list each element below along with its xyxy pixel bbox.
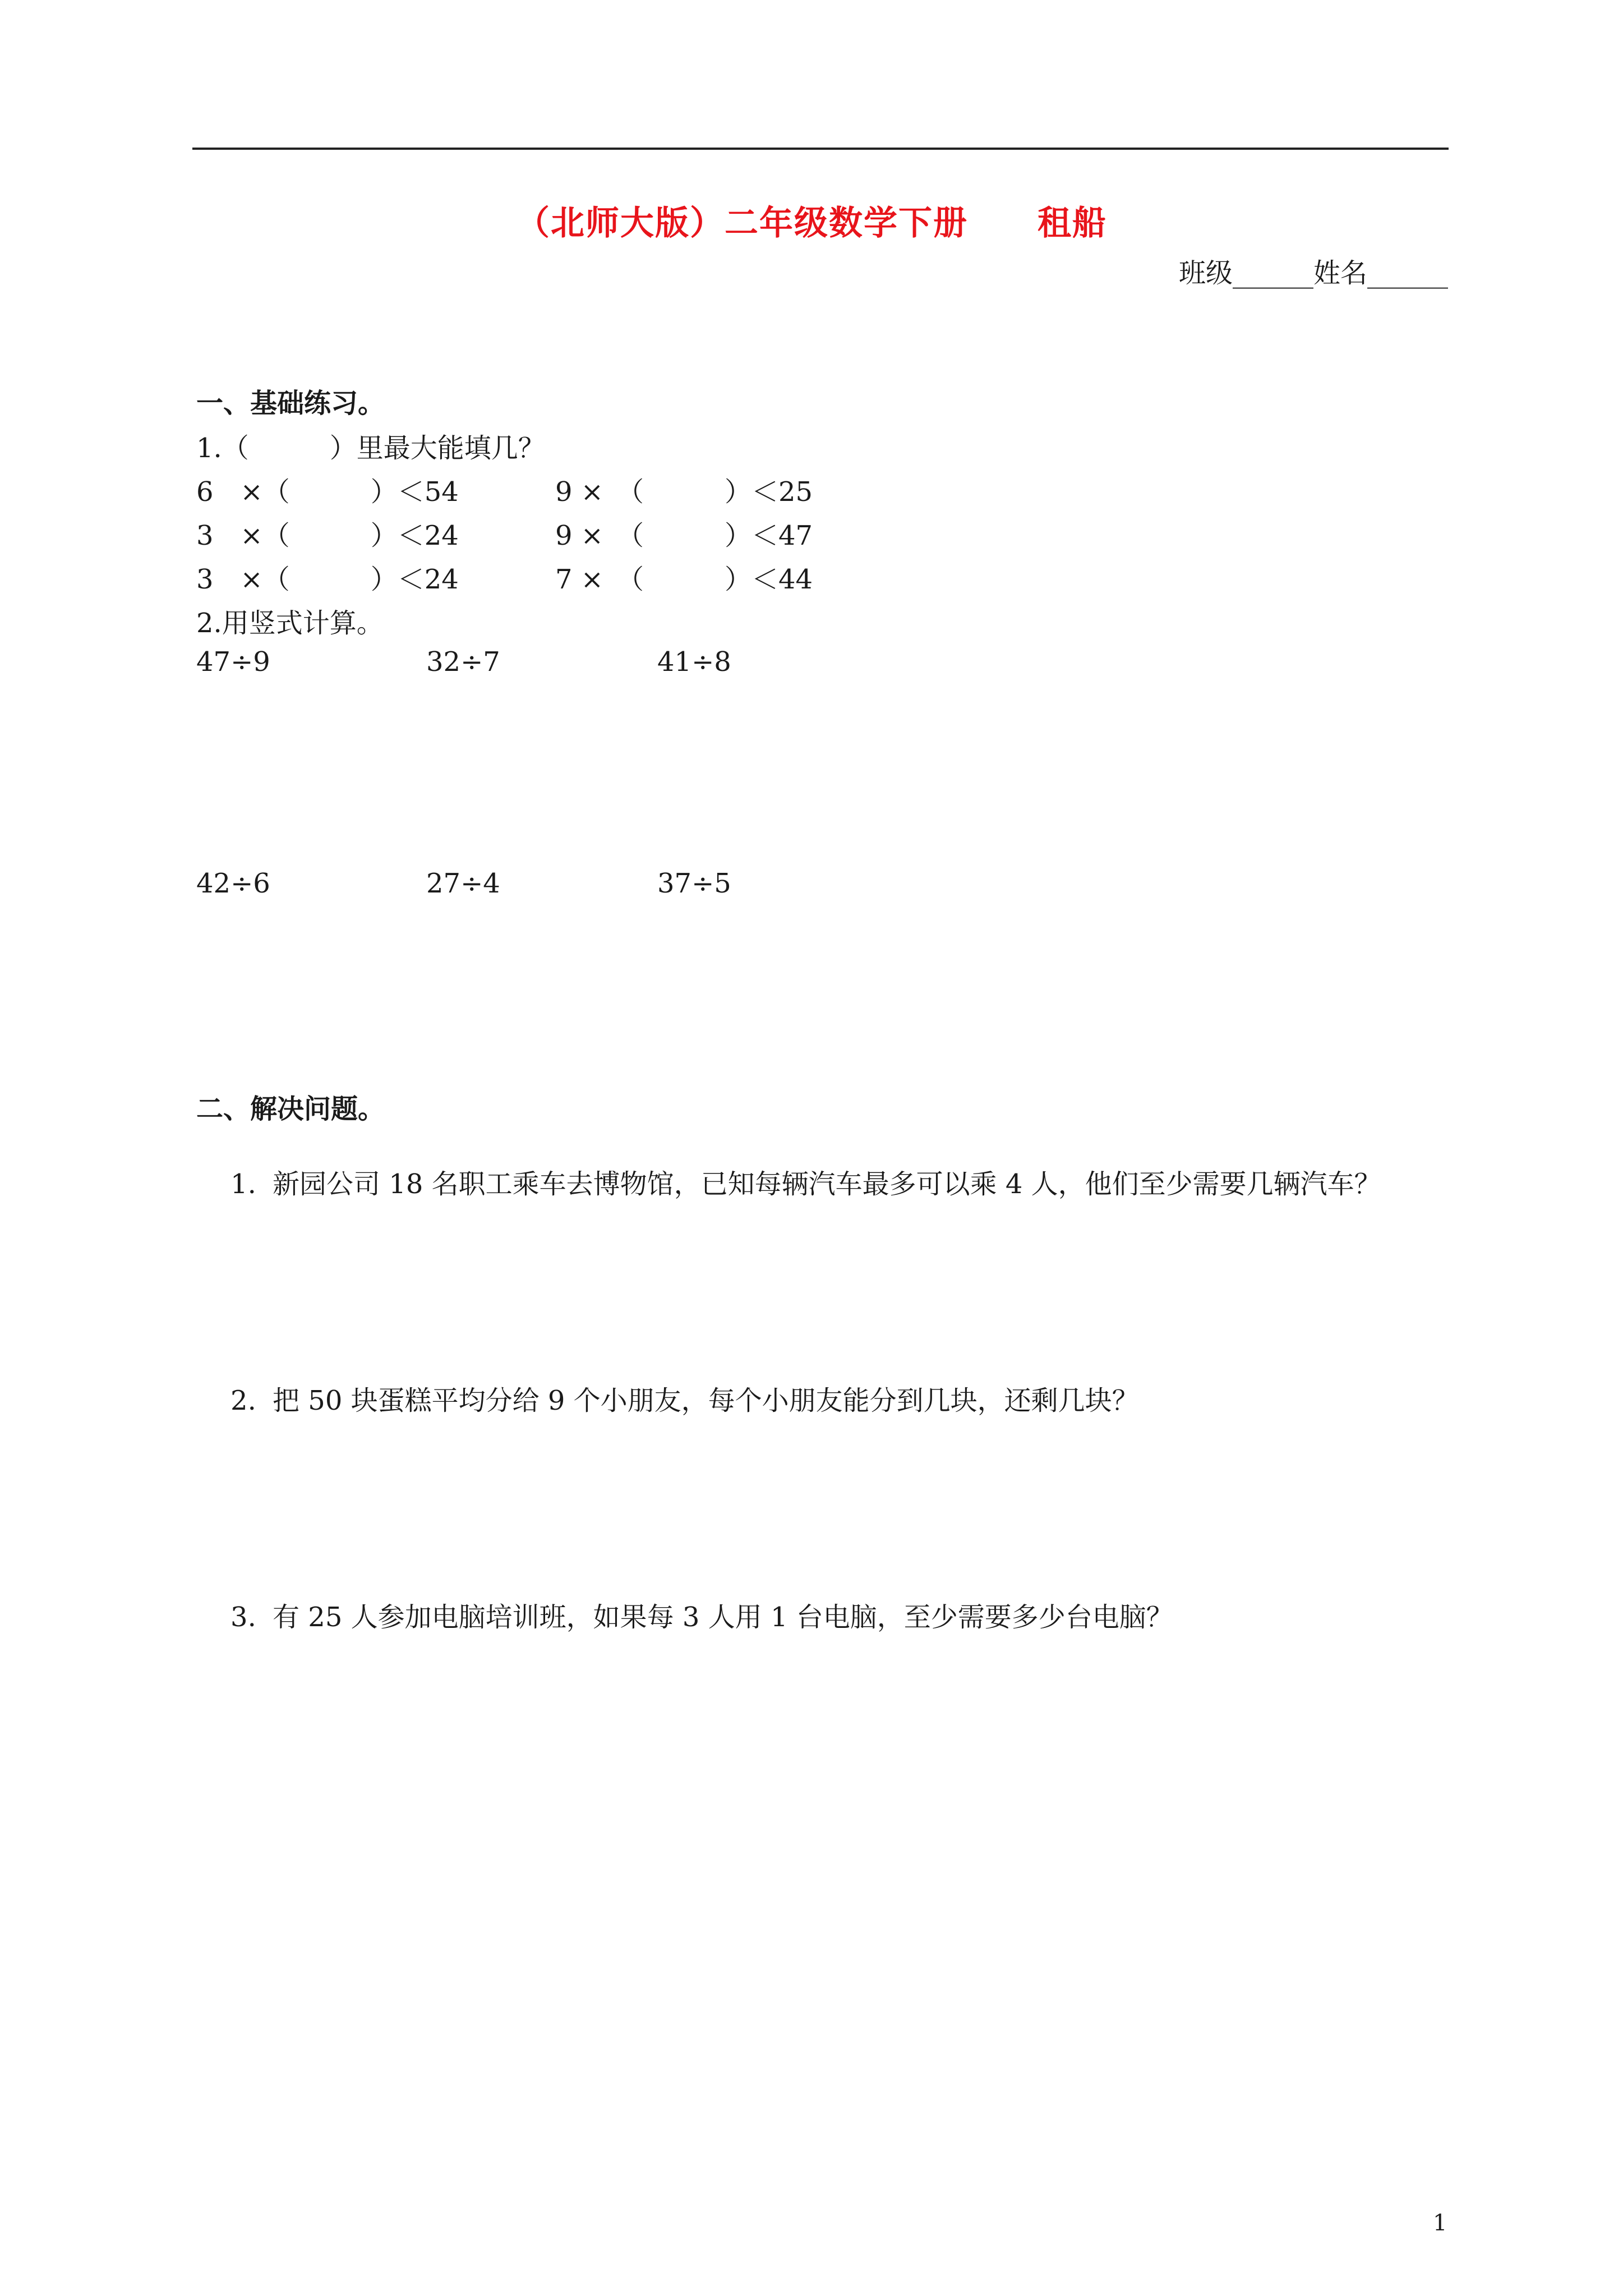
word-problem (196, 1347, 1139, 1449)
q1-row1-left: 6 ×（ ）＜54 (196, 476, 459, 508)
problem-text: 新园公司 18 名职工乘车去博物馆，已知每辆汽车最多可以乘 4 人，他们至少需要几辆汽车？ (273, 1168, 1381, 1200)
problem-text: 有 25 人参加电脑培训班，如果每 3 人用 1 台电脑，至少需要多少台电脑？ (273, 1602, 1173, 1633)
q2-expr: 27÷4 (426, 868, 500, 899)
q1-row3-right: 7 × （ ）＜44 (555, 564, 813, 595)
q1-row1-right: 9 × （ ）＜25 (555, 476, 813, 508)
q2-expr: 47÷9 (196, 646, 270, 678)
q1-row2-left: 3 ×（ ）＜24 (196, 520, 459, 551)
q2-expr: 32÷7 (426, 646, 500, 678)
section1-heading: 一、基础练习。 (196, 388, 385, 419)
q2-expr: 37÷5 (657, 868, 731, 899)
problem-number: 3. (230, 1602, 256, 1633)
section2-heading: 二、解决问题。 (196, 1093, 385, 1125)
worksheet-title: （北师大版）二年级数学下册 租船 (516, 204, 1107, 243)
q2-prompt: 2.用竖式计算。 (196, 608, 384, 639)
q1-prompt: 1.（ ）里最大能填几？ (196, 432, 545, 464)
header-rule (192, 148, 1449, 150)
q2-expr: 41÷8 (657, 646, 731, 678)
word-problem (196, 1131, 1381, 1232)
problem-text: 把 50 块蛋糕平均分给 9 个小朋友，每个小朋友能分到几块，还剩几块？ (273, 1385, 1139, 1416)
q2-expr: 42÷6 (196, 868, 270, 899)
q1-row3-left: 3 ×（ ）＜24 (196, 564, 459, 595)
q1-row2-right: 9 × （ ）＜47 (555, 520, 813, 551)
page-number: 1 (1433, 2210, 1447, 2236)
problem-number: 1. (230, 1168, 256, 1200)
class-name-line: 班级______姓名______ (1178, 257, 1448, 289)
word-problem (196, 1564, 1173, 1665)
problem-number: 2. (230, 1385, 256, 1416)
